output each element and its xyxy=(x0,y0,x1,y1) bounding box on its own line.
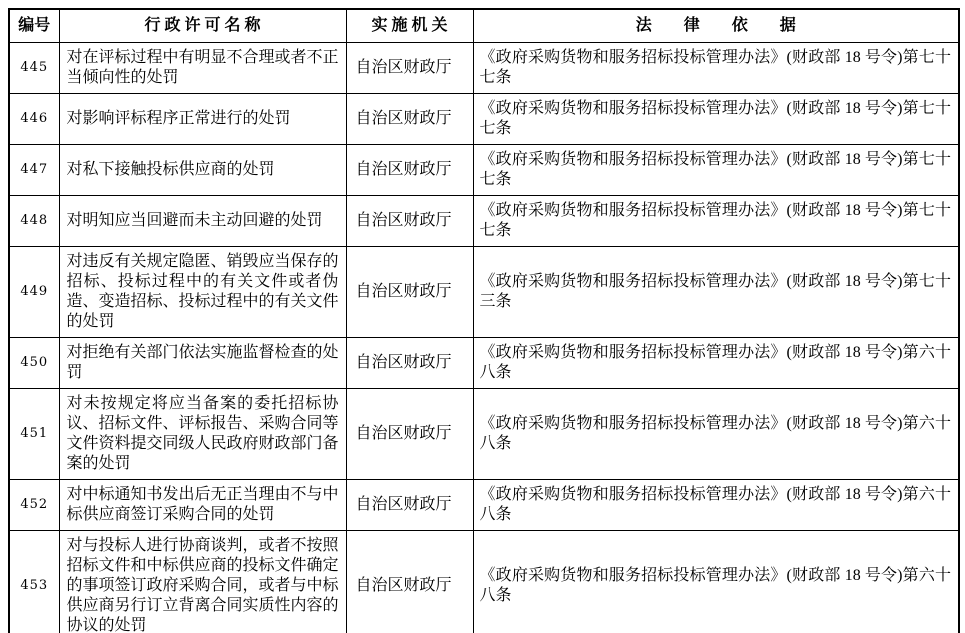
header-id: 编号 xyxy=(9,9,59,43)
table-row xyxy=(9,389,959,480)
row-legal-basis: 《政府采购货物和服务招标投标管理办法》(财政部 18 号令)第七十七条 xyxy=(473,94,959,145)
table-row xyxy=(9,145,959,196)
row-agency: 自治区财政厅 xyxy=(346,531,473,633)
row-id: 453 xyxy=(9,531,59,633)
row-license-name: 对影响评标程序正常进行的处罚 xyxy=(59,94,346,145)
table-row xyxy=(9,196,959,247)
row-id: 452 xyxy=(9,480,59,531)
row-id: 451 xyxy=(9,389,59,480)
row-legal-basis: 《政府采购货物和服务招标投标管理办法》(财政部 18 号令)第七十三条 xyxy=(473,247,959,338)
row-agency: 自治区财政厅 xyxy=(346,480,473,531)
row-id: 450 xyxy=(9,338,59,389)
row-license-name: 对中标通知书发出后无正当理由不与中标供应商签订采购合同的处罚 xyxy=(59,480,346,531)
row-license-name: 对明知应当回避而未主动回避的处罚 xyxy=(59,196,346,247)
row-legal-basis: 《政府采购货物和服务招标投标管理办法》(财政部 18 号令)第六十八条 xyxy=(473,389,959,480)
row-license-name: 对私下接触投标供应商的处罚 xyxy=(59,145,346,196)
row-legal-basis: 《政府采购货物和服务招标投标管理办法》(财政部 18 号令)第六十八条 xyxy=(473,338,959,389)
table-body xyxy=(9,43,959,633)
table-row xyxy=(9,247,959,338)
row-license-name: 对在评标过程中有明显不合理或者不正当倾向性的处罚 xyxy=(59,43,346,94)
row-agency: 自治区财政厅 xyxy=(346,94,473,145)
row-agency: 自治区财政厅 xyxy=(346,338,473,389)
row-agency: 自治区财政厅 xyxy=(346,145,473,196)
table-row xyxy=(9,531,959,633)
row-license-name: 对违反有关规定隐匿、销毁应当保存的招标、投标过程中的有关文件或者伪造、变造招标、投标过程中的有关文件的处罚 xyxy=(59,247,346,338)
table-row xyxy=(9,338,959,389)
row-id: 449 xyxy=(9,247,59,338)
row-agency: 自治区财政厅 xyxy=(346,389,473,480)
row-id: 447 xyxy=(9,145,59,196)
row-license-name: 对拒绝有关部门依法实施监督检查的处罚 xyxy=(59,338,346,389)
row-legal-basis: 《政府采购货物和服务招标投标管理办法》(财政部 18 号令)第六十八条 xyxy=(473,531,959,633)
row-id: 448 xyxy=(9,196,59,247)
header-license-name: 行 政 许 可 名 称 xyxy=(59,9,346,43)
header-legal-basis: 法 律 依 据 xyxy=(473,9,959,43)
header-agency: 实 施 机 关 xyxy=(346,9,473,43)
row-license-name: 对与投标人进行协商谈判，或者不按照招标文件和中标供应商的投标文件确定的事项签订政府采购合同，或者与中标供应商另行订立背离合同实质性内容的协议的处罚 xyxy=(59,531,346,633)
row-agency: 自治区财政厅 xyxy=(346,247,473,338)
row-legal-basis: 《政府采购货物和服务招标投标管理办法》(财政部 18 号令)第七十七条 xyxy=(473,145,959,196)
row-agency: 自治区财政厅 xyxy=(346,43,473,94)
admin-license-table xyxy=(8,8,960,633)
row-legal-basis: 《政府采购货物和服务招标投标管理办法》(财政部 18 号令)第六十八条 xyxy=(473,480,959,531)
table-header xyxy=(9,9,959,43)
table-row xyxy=(9,480,959,531)
row-agency: 自治区财政厅 xyxy=(346,196,473,247)
row-id: 445 xyxy=(9,43,59,94)
row-license-name: 对未按规定将应当备案的委托招标协议、招标文件、评标报告、采购合同等文件资料提交同级人民政府财政部门备案的处罚 xyxy=(59,389,346,480)
table-row xyxy=(9,94,959,145)
table-row xyxy=(9,43,959,94)
header-row xyxy=(9,9,959,43)
row-legal-basis: 《政府采购货物和服务招标投标管理办法》(财政部 18 号令)第七十七条 xyxy=(473,43,959,94)
row-id: 446 xyxy=(9,94,59,145)
row-legal-basis: 《政府采购货物和服务招标投标管理办法》(财政部 18 号令)第七十七条 xyxy=(473,196,959,247)
